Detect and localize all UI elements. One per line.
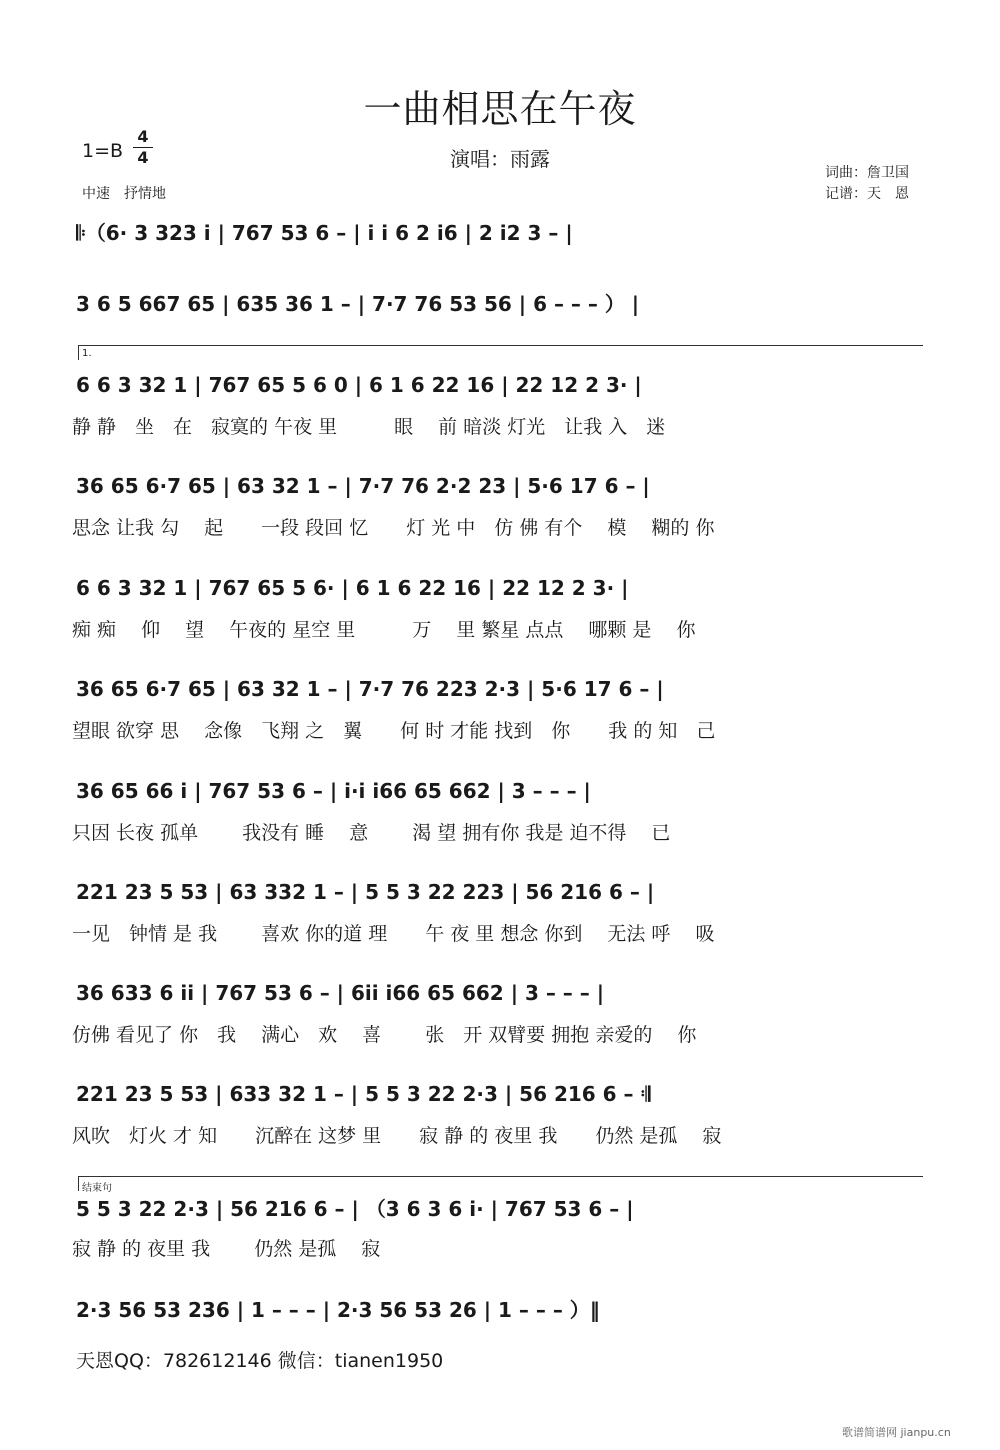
score-row: 221 23 5 53 | 633 32 1 – | 5 5 3 22 2·3 | 56 216 6 – 𝄇 [76, 1082, 651, 1106]
time-signature-top: 4 [137, 127, 149, 146]
contact-footer: 天恩QQ：782612146 微信：tianen1950 [76, 1350, 444, 1372]
score-row: 221 23 5 53 | 63 332 1 – | 5 5 3 22 223 | 56 216 6 – | [76, 880, 655, 904]
ending-bracket [78, 1176, 923, 1194]
credit-lyrics: 词曲：詹卫国 [825, 165, 909, 181]
lyric-row: 寂 静 的 夜里 我 仍然 是孤 寂 [72, 1238, 381, 1260]
score-row: 6 6 3 32 1 | 767 65 5 6· | 6 1 6 22 16 | 22 12 2 3· | [76, 576, 629, 600]
score-row: 5 5 3 22 2·3 | 56 216 6 – | （3 6 3 6 i· | 767 53 6 – | [76, 1196, 634, 1221]
score-row: 36 633 6 ii | 767 53 6 – | 6ii i66 65 662 | 3 – – – | [76, 981, 605, 1005]
score-row: 36 65 66 i | 767 53 6 – | i·i i66 65 662 | 3 – – – | [76, 779, 591, 803]
lyric-row: 风吹 灯火 才 知 沉醉在 这梦 里 寂 静 的 夜里 我 仍然 是孤 寂 [72, 1125, 722, 1147]
tempo-marking: 中速 抒情地 [82, 186, 166, 202]
lyric-row: 仿佛 看见了 你 我 满心 欢 喜 张 开 双臂要 拥抱 亲爱的 你 [72, 1024, 697, 1046]
score-row: 36 65 6·7 65 | 63 32 1 – | 7·7 76 223 2·3 | 5·6 17 6 – | [76, 677, 664, 701]
time-signature-bottom: 4 [137, 148, 149, 167]
score-row: 𝄆（6· 3 323 i | 767 53 6 – | i i 6 2 i6 | 2 i2 3 – | [76, 220, 573, 245]
lyric-row: 望眼 欲穿 思 念像 飞翔 之 翼 何 时 才能 找到 你 我 的 知 己 [72, 720, 716, 742]
volta-bracket [78, 345, 923, 360]
singer: 演唱：雨露 [450, 147, 550, 171]
song-title: 一曲相思在午夜 [363, 87, 637, 131]
key-signature: 1=B [82, 140, 124, 162]
lyric-row: 思念 让我 勾 起 一段 段回 忆 灯 光 中 仿 佛 有个 模 糊的 你 [72, 517, 715, 539]
score-row: 6 6 3 32 1 | 767 65 5 6 0 | 6 1 6 22 16 | 22 12 2 3· | [76, 373, 642, 397]
score-row: 36 65 6·7 65 | 63 32 1 – | 7·7 76 2·2 23 | 5·6 17 6 – | [76, 474, 650, 498]
site-watermark: 歌谱简谱网 jianpu.cn [842, 1426, 951, 1439]
score-row: 3 6 5 667 65 | 635 36 1 – | 7·7 76 53 56 | 6 – – – ） | [76, 291, 640, 316]
lyric-row: 只因 长夜 孤单 我没有 睡 意 渴 望 拥有你 我是 迫不得 已 [72, 822, 671, 844]
credit-notation: 记谱：天 恩 [825, 186, 909, 202]
credits [825, 163, 909, 205]
lyric-row: 痴 痴 仰 望 午夜的 星空 里 万 里 繁星 点点 哪颗 是 你 [72, 619, 696, 641]
lyric-row: 静 静 坐 在 寂寞的 午夜 里 眼 前 暗淡 灯光 让我 入 迷 [72, 416, 666, 438]
lyric-row: 一见 钟情 是 我 喜欢 你的道 理 午 夜 里 想念 你到 无法 呼 吸 [72, 923, 715, 945]
ending-label: 结束句 [82, 1183, 112, 1194]
volta-label: 1. [82, 348, 92, 359]
score-row: 2·3 56 53 236 | 1 – – – | 2·3 56 53 26 | 1 – – – ）‖ [76, 1297, 600, 1322]
